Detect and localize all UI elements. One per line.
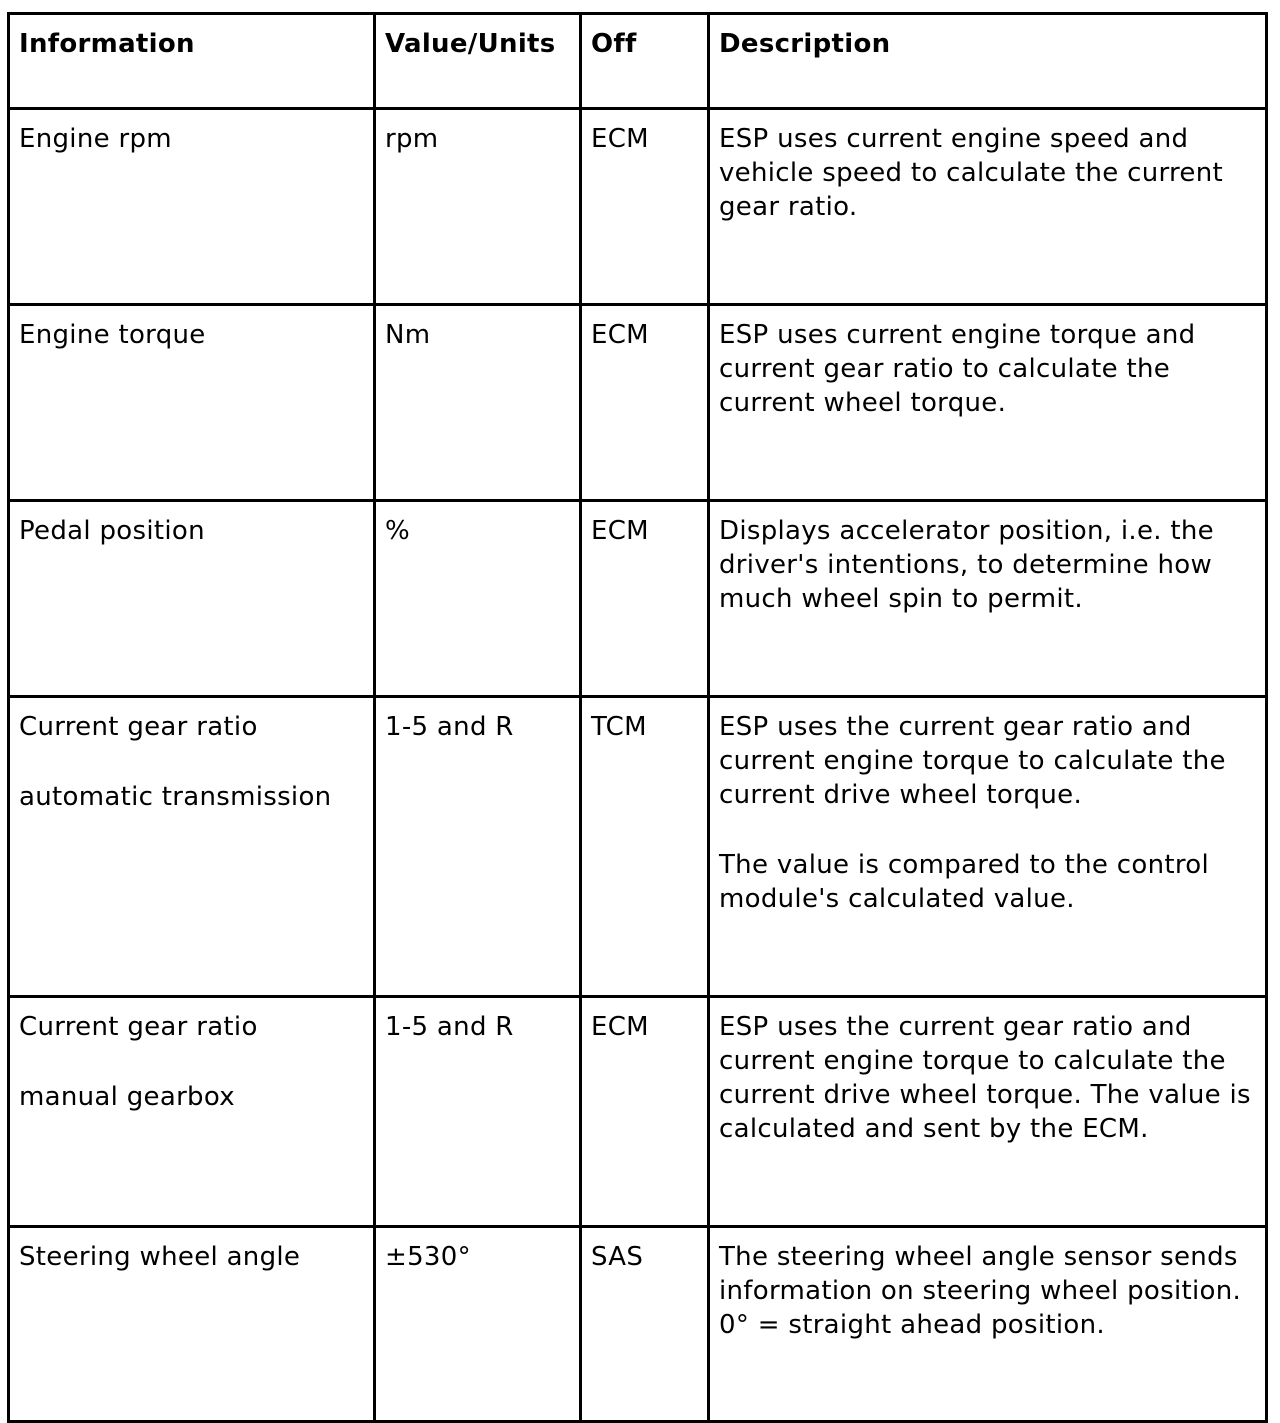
- cell-description: [709, 109, 1267, 305]
- cell-information: [9, 305, 375, 501]
- description-text: ESP uses the current gear ratio and current engine torque to calculate the current drive wheel torque. The value is calculated and sent by the ECM.: [719, 1012, 1251, 1144]
- table-row: [9, 109, 1267, 305]
- cell-information: [9, 1227, 375, 1422]
- cell-information: [9, 109, 375, 305]
- cell-description: [709, 697, 1267, 997]
- description-text: ESP uses current engine torque and current gear ratio to calculate the current wheel torque.: [719, 320, 1196, 418]
- cell-value-units: 1-5 and R: [375, 997, 581, 1227]
- cell-off: ECM: [581, 109, 709, 305]
- cell-value-units: 1-5 and R: [375, 697, 581, 997]
- cell-information: [9, 997, 375, 1227]
- cell-value-units: %: [375, 501, 581, 697]
- information-text: Steering wheel angle: [19, 1242, 301, 1272]
- table-row: [9, 1227, 1267, 1422]
- cell-information: [9, 697, 375, 997]
- header-off: Off: [581, 14, 709, 109]
- header-row: [9, 14, 1267, 109]
- table-row: [9, 501, 1267, 697]
- information-subtext: automatic transmission: [19, 782, 332, 812]
- cell-value-units: Nm: [375, 305, 581, 501]
- information-text: Current gear ratio: [19, 1012, 258, 1042]
- cell-off: ECM: [581, 997, 709, 1227]
- table-row: [9, 997, 1267, 1227]
- information-text: Pedal position: [19, 516, 205, 546]
- cell-description: [709, 1227, 1267, 1422]
- description-text: ESP uses current engine speed and vehicle speed to calculate the current gear ratio.: [719, 124, 1224, 222]
- header-information: Information: [9, 14, 375, 109]
- header-value-units: Value/Units: [375, 14, 581, 109]
- table-row: [9, 697, 1267, 997]
- description-note: The value is compared to the control module's calculated value.: [719, 850, 1210, 914]
- cell-description: [709, 997, 1267, 1227]
- cell-value-units: rpm: [375, 109, 581, 305]
- description-text: Displays accelerator position, i.e. the driver's intentions, to determine how much wheel spin to permit.: [719, 516, 1214, 614]
- cell-information: [9, 501, 375, 697]
- information-text: Engine rpm: [19, 124, 172, 154]
- information-text: Engine torque: [19, 320, 206, 350]
- information-subtext: manual gearbox: [19, 1082, 235, 1112]
- header-description: Description: [709, 14, 1267, 109]
- cell-off: SAS: [581, 1227, 709, 1422]
- description-text: ESP uses the current gear ratio and current engine torque to calculate the current drive wheel torque.: [719, 712, 1226, 810]
- cell-description: [709, 501, 1267, 697]
- description-text: The steering wheel angle sensor sends information on steering wheel position. 0° = straight ahead position.: [719, 1242, 1242, 1340]
- info-table: [7, 12, 1268, 1423]
- information-text: Current gear ratio: [19, 712, 258, 742]
- cell-value-units: ±530°: [375, 1227, 581, 1422]
- cell-off: ECM: [581, 305, 709, 501]
- cell-description: [709, 305, 1267, 501]
- table-row: [9, 305, 1267, 501]
- cell-off: TCM: [581, 697, 709, 997]
- cell-off: ECM: [581, 501, 709, 697]
